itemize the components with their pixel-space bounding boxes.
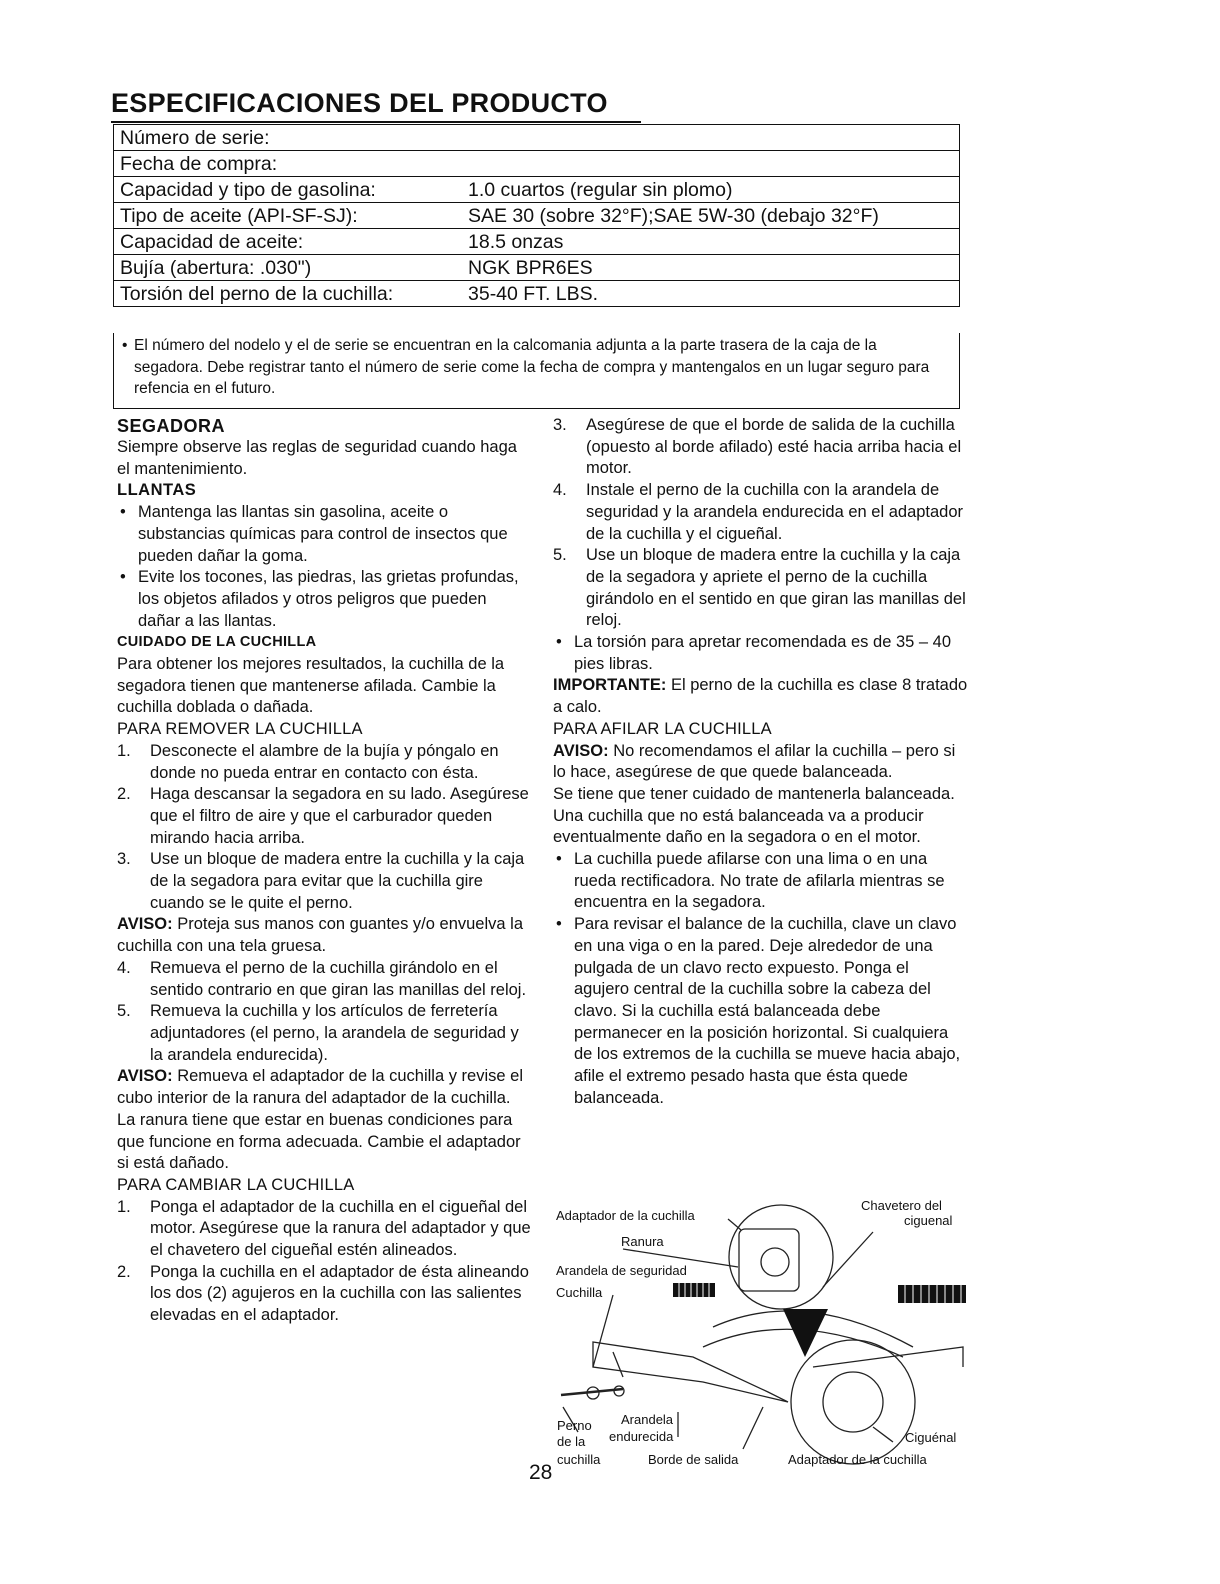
- spec-label: Bujía (abertura: .030"): [114, 255, 463, 281]
- spec-label: Fecha de compra:: [114, 151, 463, 177]
- spec-label: Torsión del perno de la cuchilla:: [114, 281, 463, 307]
- spec-value: NGK BPR6ES: [462, 255, 960, 281]
- specs-table: [113, 124, 960, 307]
- label-arandela-endurecida-2: endurecida: [609, 1429, 674, 1444]
- list-item: 2. Ponga la cuchilla en el adaptador de ésta alineando los dos (2) agujeros en la cuchilla con las salientes elevadas en el adaptador.: [117, 1262, 529, 1325]
- label-arandela-seguridad: Arandela de seguridad: [556, 1263, 687, 1278]
- segadora-heading: SEGADORA: [117, 416, 226, 436]
- label-ranura: Ranura: [621, 1234, 664, 1249]
- cuidado-heading: CUIDADO DE LA CUCHILLA: [117, 634, 317, 651]
- left-column: [117, 415, 532, 1327]
- page-number: 28: [529, 1461, 553, 1484]
- list-item: 2. Haga descansar la segadora en su lado. Asegúrese que el filtro de aire y que el carburador queden mirando hacia arriba.: [117, 785, 529, 847]
- title-underline: [111, 121, 641, 123]
- page-title: ESPECIFICACIONES DEL PRODUCTO: [111, 88, 608, 118]
- bullet: •: [122, 337, 128, 354]
- importante-note: IMPORTANTE: El perno de la cuchilla es clase 8 tratado a calo.: [553, 676, 968, 717]
- list-item: 3. Asegúrese de que el borde de salida de la cuchilla (opuesto al borde afilado) esté hacia arriba hacia el motor.: [553, 416, 962, 478]
- label-adaptador-top: Adaptador de la cuchilla: [556, 1208, 695, 1223]
- list-item: 1. Desconecte el alambre de la bujía y póngalo en donde no pueda entrar en contacto con ésta.: [117, 741, 499, 782]
- label-chavetero: Chavetero del: [861, 1198, 942, 1213]
- spec-row: [114, 281, 960, 307]
- list-item: 3. Use un bloque de madera entre la cuchilla y la caja de la segadora para evitar que la cuchilla gire cuando se le quite el perno.: [117, 850, 525, 912]
- list-item: 4. Remueva el perno de la cuchilla girándolo en el sentido contrario en que giran las manillas del reloj.: [117, 958, 527, 999]
- spec-row: [114, 229, 960, 255]
- list-item: 5. Use un bloque de madera entre la cuchilla y la caja de la segadora y apriete el perno de la cuchilla girándolo en el sentido en que giran las manillas del reloj.: [553, 546, 966, 630]
- label-adaptador-bottom: Adaptador de la cuchilla: [788, 1452, 927, 1467]
- spec-row: [114, 177, 960, 203]
- blade-assembly-diagram: [553, 1197, 973, 1472]
- list-item: • Mantenga las llantas sin gasolina, aceite o substancias químicas para control de insectos que pueden dañar la goma.: [120, 503, 508, 565]
- list-item: 5. Remueva la cuchilla y los artículos de ferretería adjuntadores (el perno, la arandela de seguridad y la arandela endurecida).: [117, 1002, 519, 1064]
- aviso-sharpen: AVISO: No recomendamos el afilar la cuchilla – pero si lo hace, asegúrese de que quede balanceada.: [553, 741, 956, 782]
- spec-value: SAE 30 (sobre 32°F);SAE 5W-30 (debajo 32°F): [462, 203, 960, 229]
- afilar-heading: PARA AFILAR LA CUCHILLA: [553, 719, 772, 738]
- label-cuchilla: Cuchilla: [556, 1285, 603, 1300]
- list-item: 1. Ponga el adaptador de la cuchilla en el cigueñal del motor. Asegúrese que la ranura del adaptador y que el chavetero del cigueñal estén alineados.: [117, 1197, 531, 1260]
- remover-heading: PARA REMOVER LA CUCHILLA: [117, 720, 363, 739]
- balance-text: Se tiene que tener cuidado de mantenerla balanceada. Una cuchilla que no está balanceada va a producir eventualmente daño en la segadora o en el motor.: [553, 784, 955, 847]
- serial-note-text: El número del nodelo y el de serie se encuentran en la calcomania adjunta a la parte trasera de la caja de la segadora. Debe registrar tanto el número de serie come la fecha de compra y mantengalos en un lugar seguro para refencia en el futuro.: [134, 337, 930, 397]
- label-chavetero-2: ciguenal: [904, 1213, 953, 1228]
- aviso-adapter: AVISO: Remueva el adaptador de la cuchilla y revise el cubo interior de la ranura del adaptador de la cuchilla. La ranura tiene que estar en buenas condiciones para que funcione en forma adecuada. Cambie el adaptador si está dañado.: [117, 1067, 523, 1173]
- spec-label: Número de serie:: [114, 125, 463, 151]
- spec-value: [462, 151, 960, 177]
- spec-row: [114, 255, 960, 281]
- list-item: • Evite los tocones, las piedras, las grietas profundas, los objetos afilados y otros peligros que pueden dañar a las llantas.: [120, 568, 519, 630]
- label-borde-salida: Borde de salida: [648, 1452, 739, 1467]
- spec-row: [114, 151, 960, 177]
- spec-label: Capacidad de aceite:: [114, 229, 463, 255]
- spec-label: Capacidad y tipo de gasolina:: [114, 177, 463, 203]
- label-ciguenal: Ciguénal: [905, 1430, 957, 1445]
- list-item: • Para revisar el balance de la cuchilla, clave un clavo en una viga o en la pared. Deje alrededor de una pulgada de un clavo recto expuesto. Ponga el agujero central de la cuchilla sobre la cabeza del clavo. Si la cuchilla está balanceada debe permanecer en la posición horizontal. Si cualquiera de los extremos de la cuchilla se mueve hacia abajo, afile el extremo pesado hasta que ésta quede balanceada.: [556, 915, 961, 1107]
- cuidado-text: Para obtener los mejores resultados, la cuchilla de la segadora tienen que mantenerse afilada. Cambie la cuchilla doblada o dañada.: [117, 655, 505, 717]
- spec-row: [114, 203, 960, 229]
- label-arandela-endurecida: Arandela: [621, 1412, 674, 1427]
- label-perno: Perno: [557, 1418, 592, 1433]
- spec-label: Tipo de aceite (API-SF-SJ):: [114, 203, 463, 229]
- label-perno-3: cuchilla: [557, 1452, 601, 1467]
- spec-value: 18.5 onzas: [462, 229, 960, 255]
- spec-value: 1.0 cuartos (regular sin plomo): [462, 177, 960, 203]
- spec-value: 35-40 FT. LBS.: [462, 281, 960, 307]
- right-column: [553, 415, 968, 1110]
- segadora-text: Siempre observe las reglas de seguridad cuando haga el mantenimiento.: [117, 438, 517, 478]
- aviso-gloves: AVISO: Proteja sus manos con guantes y/o envuelva la cuchilla con una tela gruesa.: [117, 915, 524, 956]
- spec-value: [462, 125, 960, 151]
- spec-row: [114, 125, 960, 151]
- list-item: • La torsión para apretar recomendada es de 35 – 40 pies libras.: [556, 633, 952, 673]
- llantas-heading: LLANTAS: [117, 481, 197, 500]
- serial-note: [113, 333, 960, 409]
- list-item: • La cuchilla puede afilarse con una lima o en una rueda rectificadora. No trate de afilarla mientras se encuentra en la segadora.: [556, 850, 945, 912]
- cambiar-heading: PARA CAMBIAR LA CUCHILLA: [117, 1175, 355, 1194]
- list-item: 4. Instale el perno de la cuchilla con la arandela de seguridad y la arandela endurecida en el adaptador de la cuchilla y el cigueñal.: [553, 481, 964, 543]
- label-perno-2: de la: [557, 1434, 586, 1449]
